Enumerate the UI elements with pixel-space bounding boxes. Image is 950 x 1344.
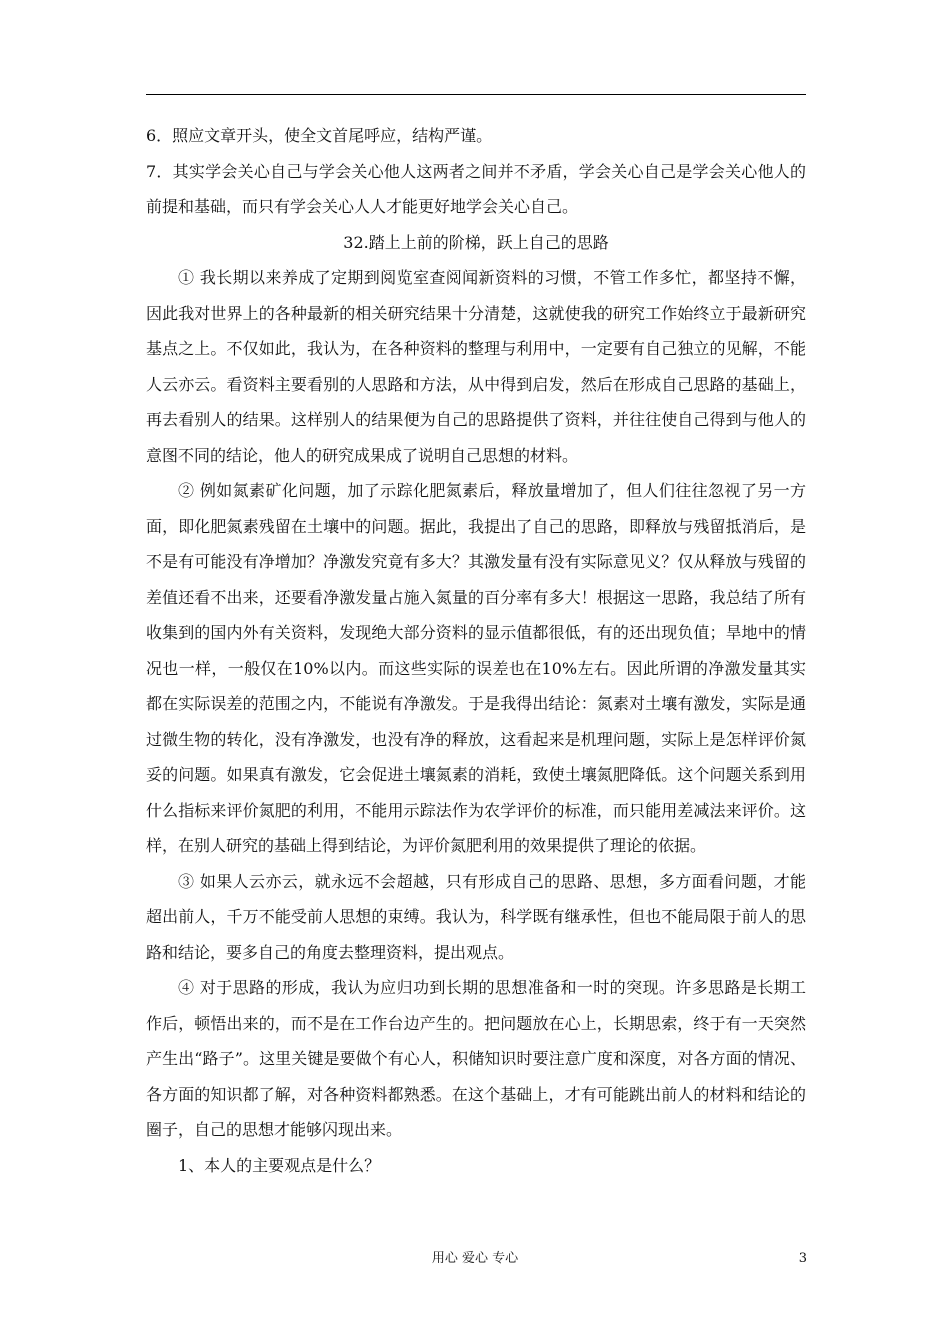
answer-6: 6．照应文章开头，使全文首尾呼应，结构严谨。 bbox=[146, 126, 493, 145]
question-1: 1、本人的主要观点是什么？ bbox=[178, 1155, 381, 1175]
header-rule bbox=[146, 94, 806, 95]
article-paragraph-4: ④ 对于思路的形成，我认为应归功到长期的思想准备和一时的突现。许多思路是长期工作后，顿悟出来的，而不是在工作台边产生的。把问题放在心上，长期思索，终于有一天突然产生出“路子”。这里关键是要做个有心人，积储知识时要注意广度和深度，对各方面的情况、各方面的知识都了解，对各种资料都熟悉。在这个基础上，才有可能跳出前人的材料和结论的圈子，自己的思想才能够闪现出来。 bbox=[146, 978, 806, 1139]
article-title: 32.踏上上前的阶梯，跃上自己的思路 bbox=[343, 232, 609, 252]
page-content bbox=[146, 118, 806, 1183]
article-paragraph-1: ① 我长期以来养成了定期到阅览室查阅闻新资料的习惯，不管工作多忙，都坚持不懈，因此我对世界上的各种最新的相关研究结果十分清楚，这就使我的研究工作始终立于最新研究基点之上。不仅如此，我认为，在各种资料的整理与利用中，一定要有自己独立的见解，不能人云亦云。看资料主要看别的人思路和方法，从中得到启发，然后在形成自己思路的基础上，再去看别人的结果。这样别人的结果便为自己的思路提供了资料，并往往使自己得到与他人的意图不同的结论，他人的研究成果成了说明自己思想的材料。 bbox=[146, 268, 806, 465]
footer-motto: 用心 爱心 专心 bbox=[431, 1251, 519, 1266]
article-paragraph-3: ③ 如果人云亦云，就永远不会超越，只有形成自己的思路、思想，多方面看问题，才能超出前人，千万不能受前人思想的束缚。我认为，科学既有继承性，但也不能局限于前人的思路和结论，要多自己的角度去整理资料，提出观点。 bbox=[146, 871, 806, 962]
article-paragraph-2: ② 例如氮素矿化问题，加了示踪化肥氮素后，释放量增加了，但人们往往忽视了另一方面，即化肥氮素残留在土壤中的问题。据此，我提出了自己的思路，即释放与残留抵消后，是不是有可能没有净增加？净激发究竟有多大？其激发量有没有实际意见义？仅从释放与残留的差值还看不出来，还要看净激发量占施入氮量的百分率有多大！根据这一思路，我总结了所有收集到的国内外有关资料，发现绝大部分资料的显示值都很低，有的还出现负值；旱地中的情况也一样，一般仅在10%以内。而这些实际的误差也在10%左右。因此所谓的净激发量其实都在实际误差的范围之内，不能说有净激发。于是我得出结论：氮素对土壤有激发，实际是通过微生物的转化，没有净激发，也没有净的释放，这看起来是机理问题，实际上是怎样评价氮妥的问题。如果真有激发，它会促进土壤氮素的消耗，致使土壤氮肥降低。这个问题关系到用什么指标来评价氮肥的利用，不能用示踪法作为农学评价的标准，而只能用差减法来评价。这样，在别人研究的基础上得到结论，为评价氮肥利用的效果提供了理论的依据。 bbox=[146, 481, 806, 855]
answer-7: 7．其实学会关心自己与学会关心他人这两者之间并不矛盾，学会关心自己是学会关心他人的前提和基础，而只有学会关心人人才能更好地学会关心自己。 bbox=[146, 161, 806, 216]
page-number: 3 bbox=[798, 1251, 807, 1266]
